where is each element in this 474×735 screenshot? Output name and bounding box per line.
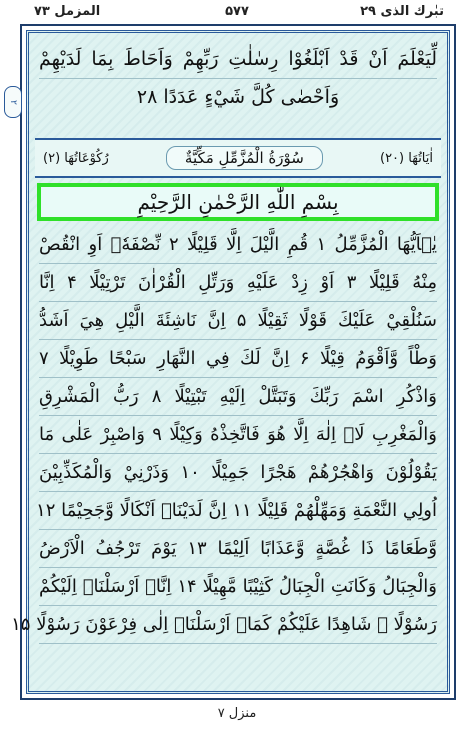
ruku-marker: ۲ (4, 86, 22, 118)
verse-line: يٰۤاَيُّهَا الْمُزَّمِّلُ ۱ قُمِ الَّيْلَ اِلَّا قَلِيْلًا ۲ نِّصْفَهٗۤ اَوِ انْقُصْ (39, 226, 437, 264)
verse-line: رَسُوْلًا ۙ شَاهِدًا عَلَيْكُمْ كَمَاۤ اَرْسَلْنَاۤ اِلٰى فِرْعَوْنَ رَسُوْلًا ۱۵ (39, 606, 437, 644)
verse-line (39, 644, 437, 681)
verse-line: يَقُوْلُوْنَ وَاهْجُرْهُمْ هَجْرًا جَمِيْلًا ۱۰ وَذَرْنِيْ وَالْمُكَذِّبِيْنَ (39, 454, 437, 492)
surah-name-header: المزمل ۷۳ (34, 4, 101, 19)
page-number: ۵۷۷ (225, 4, 249, 19)
ruku-count: رُكُوْعَاتُهَا (۲) (43, 150, 109, 166)
verse-line: وَاذْكُرِ اسْمَ رَبِّكَ وَتَبَتَّلْ اِلَيْهِ تَبْتِيْلًا ۸ رَبُّ الْمَشْرِقِ (39, 378, 437, 416)
page-text-area (11, 30, 450, 694)
surah-title: سُوْرَةُ الْمُزَّمِّلِ مَكِّيَّةٌ (166, 146, 323, 170)
verse-line: وَالْجِبَالُ وَكَانَتِ الْجِبَالُ كَثِيْبًا مَّهِيْلًا ۱۴ اِنَّاۤ اَرْسَلْنَاۤ اِلَيْكُمْ (39, 568, 437, 606)
verse-line: مِنْهُ قَلِيْلًا ۳ اَوْ زِدْ عَلَيْهِ وَرَتِّلِ الْقُرْاٰنَ تَرْتِيْلًا ۴ اِنَّا (39, 264, 437, 302)
page-header (0, 0, 474, 24)
verse-line: وَطْاً وَّاَقْوَمُ قِيْلًا ۶ اِنَّ لَكَ فِي النَّهَارِ سَبْحًا طَوِيْلًا ۷ (39, 340, 437, 378)
bismillah-highlight: بِسْمِ اللّٰهِ الرَّحْمٰنِ الرَّحِيْمِ (37, 183, 439, 221)
ayah-count: اٰيَاتُهَا (۲۰) (379, 150, 433, 166)
verse-line: وَّطَعَامًا ذَا غُصَّةٍ وَّعَذَابًا اَلِيْمًا ۱۳ يَوْمَ تَرْجُفُ الْاَرْضُ (39, 530, 437, 568)
surah-title-banner (35, 138, 441, 178)
verse-line: سَنُلْقِيْ عَلَيْكَ قَوْلًا ثَقِيْلًا ۵ اِنَّ نَاشِئَةَ الَّيْلِ هِيَ اَشَدُّ (39, 302, 437, 340)
verse-line: لِّيَعْلَمَ اَنْ قَدْ اَبْلَغُوْا رِسٰلٰتِ رَبِّهِمْ وَاَحَاطَ بِمَا لَدَيْهِمْ (39, 41, 437, 79)
verse-line: وَالْمَغْرِبِ لَاۤ اِلٰهَ اِلَّا هُوَ فَاتَّخِذْهُ وَكِيْلًا ۹ وَاصْبِرْ عَلٰى مَا (39, 416, 437, 454)
verse-line: وَاَحْصٰى كُلَّ شَيْءٍ عَدَدًا ۲۸ (136, 86, 340, 108)
quran-page-frame (8, 24, 456, 700)
verse-line: اُولِي النَّعْمَةِ وَمَهِّلْهُمْ قَلِيْلًا ۱۱ اِنَّ لَدَيْنَاۤ اَنْكَالًا وَّجَحِيْمًا ۱۲ (39, 492, 437, 530)
juz-name-header: تبٰرك الذی ۲۹ (360, 4, 444, 19)
manzil-footer: منزل ۷ (217, 706, 257, 721)
